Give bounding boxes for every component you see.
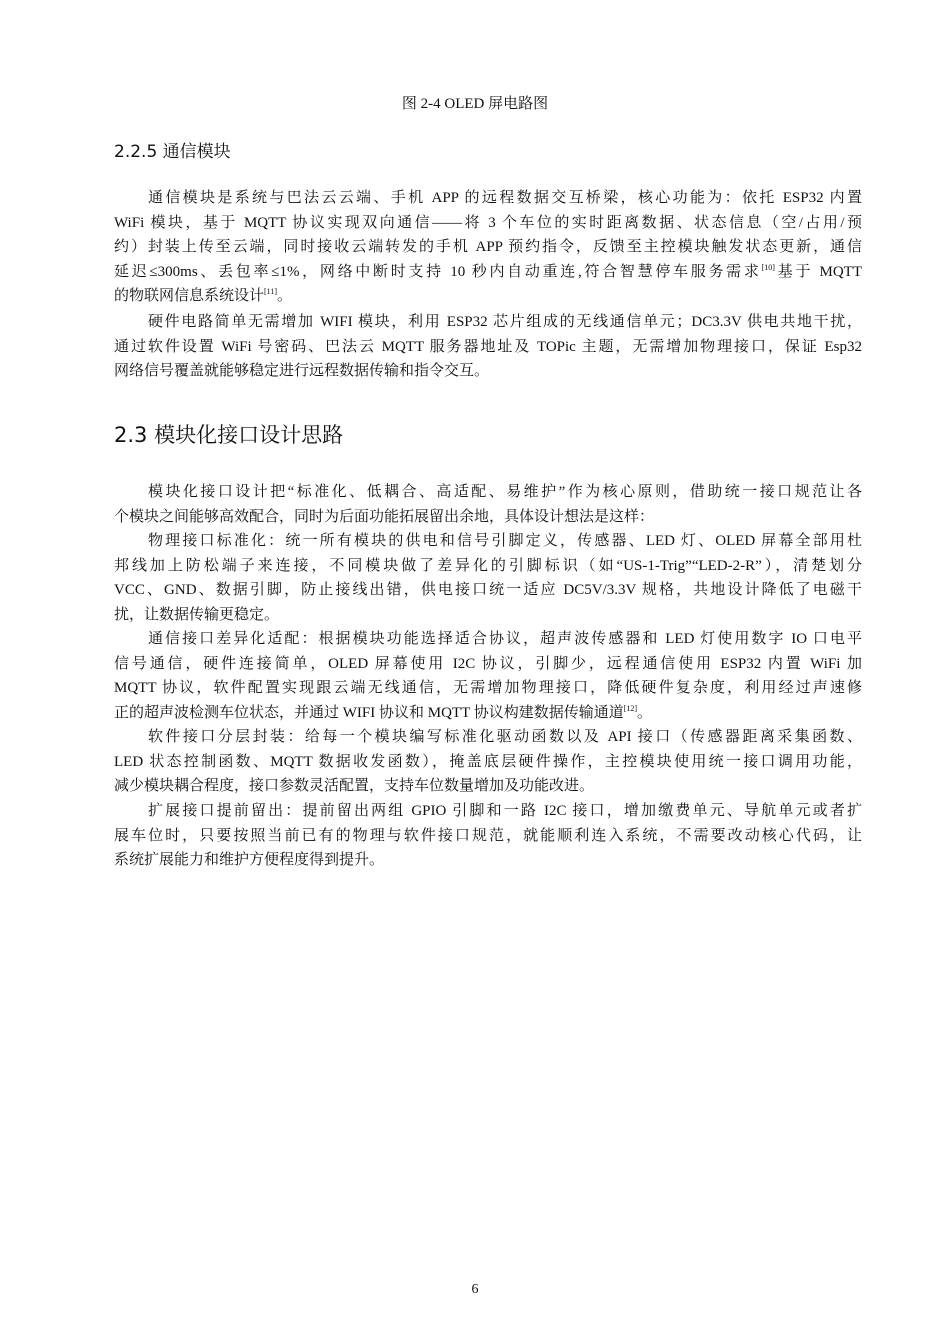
text-line — [114, 260, 862, 285]
citation-ref: [12] — [623, 703, 638, 713]
text-line: 信号通信，硬件连接简单，OLED 屏幕使用 I2C 协议，引脚少，远程通信使用 ESP32 内置 WiFi 加 — [114, 655, 862, 672]
text-line: 扰，让数据传输更稳定。 — [114, 606, 280, 623]
text-run: 。 — [277, 288, 293, 304]
text-line — [114, 284, 862, 309]
text-line: 通信接口差异化适配：根据模块功能选择适合协议，超声波传感器和 LED 灯使用数字 IO 口电平 — [148, 631, 862, 647]
text-line: 邦线加上防松端子来连接，不同模块做了差异化的引脚标识（如“US-1-Trig”“LED-2-R”），清楚划分 — [114, 557, 862, 574]
text-line: 模块化接口设计把“标准化、低耦合、高适配、易维护”作为核心原则，借助统一接口规范让各 — [148, 484, 862, 500]
page-number: 6 — [471, 1282, 479, 1297]
text-line: 约）封装上传至云端，同时接收云端转发的手机 APP 预约指令，反馈至主控模块触发状态更新，通信 — [114, 239, 862, 255]
text-line: 软件接口分层封装：给每一个模块编写标准化驱动函数以及 API 接口（传感器距离采集函数、 — [148, 729, 862, 745]
text-line: VCC、GND、数据引脚，防止接线出错，供电接口统一适应 DC5V/3.3V 规格，共地设计降低了电磁干 — [114, 582, 862, 598]
paragraph-communication-module — [114, 186, 862, 309]
paragraph-hardware-circuit — [114, 310, 862, 384]
text-run: 正的超声波检测车位状态，并通过 WIFI 协议和 MQTT 协议构建数据传输通道 — [114, 704, 624, 721]
text-line: 通信模块是系统与巴法云云端、手机 APP 的远程数据交互桥梁，核心功能为：依托 ESP32 内置 — [148, 190, 862, 206]
paragraph-expansion-interface — [114, 799, 862, 873]
text-line: WiFi 模块，基于 MQTT 协议实现双向通信——将 3 个车位的实时距离数据、状态信息（空/占用/预 — [114, 214, 862, 231]
text-line: 网络信号覆盖就能够稳定进行远程数据传输和指令交互。 — [114, 363, 490, 379]
text-run: 的物联网信息系统设计 — [114, 288, 265, 304]
text-line: 系统扩展能力和维护方便程度得到提升。 — [114, 852, 385, 868]
section-heading-2-3: 2.3 模块化接口设计思路 — [114, 423, 344, 447]
paragraph-communication-interface — [114, 627, 862, 725]
text-line — [114, 701, 862, 726]
paragraph-physical-interface — [114, 529, 862, 627]
text-line: 通过软件设置 WiFi 号密码、巴法云 MQTT 服务器地址及 TOPic 主题，无需增加物理接口，保证 Esp32 — [114, 338, 862, 355]
text-line: 减少模块耦合程度，接口参数灵活配置，支持车位数量增加及功能改进。 — [114, 778, 595, 794]
citation-ref: [10] — [761, 262, 775, 272]
text-line: 物理接口标准化：统一所有模块的供电和信号引脚定义，传感器、LED 灯、OLED 屏幕全部用杜 — [148, 533, 862, 549]
figure-caption: 图 2-4 OLED 屏电路图 — [401, 96, 549, 112]
paragraph-modular-interface-intro — [114, 480, 862, 529]
text-run: 。 — [637, 704, 653, 721]
text-run: 基于 MQTT — [774, 263, 862, 280]
text-line: 个模块之间能够高效配合，同时为后面功能拓展留出余地，具体设计想法是这样： — [114, 508, 655, 525]
text-line: MQTT 协议，软件配置实现跟云端无线通信，无需增加物理接口，降低硬件复杂度，利用经过声速修 — [114, 680, 862, 696]
citation-ref: [11] — [264, 287, 278, 296]
section-heading-2-2-5: 2.2.5 通信模块 — [114, 142, 231, 162]
text-line: LED 状态控制函数、MQTT 数据收发函数），掩盖底层硬件操作，主控模块使用统一接口调用功能， — [114, 753, 862, 770]
text-line: 扩展接口提前留出：提前留出两组 GPIO 引脚和一路 I2C 接口，增加缴费单元、导航单元或者扩 — [148, 803, 862, 819]
text-line: 展车位时，只要按照当前已有的物理与软件接口规范，就能顺利连入系统，不需要改动核心代码，让 — [114, 827, 862, 844]
paragraph-software-interface — [114, 725, 862, 799]
text-run: 延迟≤300ms、丢包率≤1%，网络中断时支持 10 秒内自动重连,符合智慧停车服务需求 — [114, 263, 762, 280]
text-line: 硬件电路简单无需增加 WIFI 模块，利用 ESP32 芯片组成的无线通信单元；DC3.3V 供电共地干扰， — [148, 314, 862, 330]
